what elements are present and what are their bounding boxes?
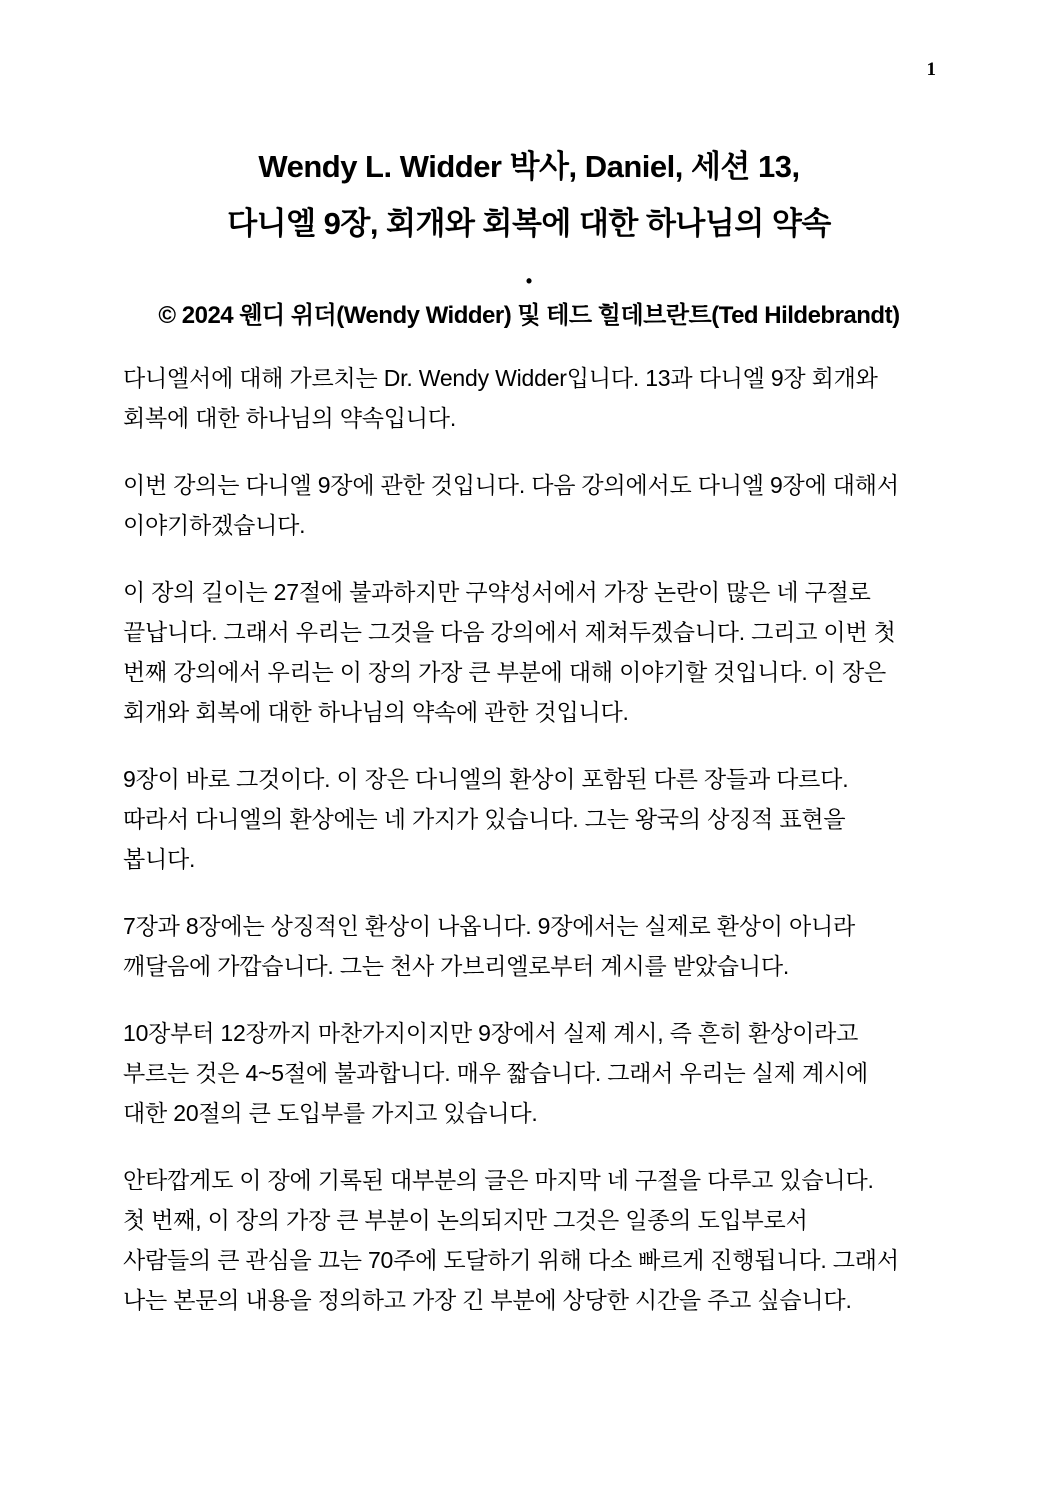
copyright-line: © 2024 웬디 위더(Wendy Widder) 및 테드 힐데브란트(Ted Hildebrandt) [158,302,900,329]
paragraph-line: 봅니다. [123,846,196,872]
paragraph-line: 번째 강의에서 우리는 이 장의 가장 큰 부분에 대해 이야기할 것입니다. 이 장은 [123,659,887,685]
paragraph-line: 첫 번째, 이 장의 가장 큰 부분이 논의되지만 그것은 일종의 도입부로서 [123,1207,808,1233]
paragraph [123,572,948,732]
paragraph-line: 9장이 바로 그것이다. 이 장은 다니엘의 환상이 포함된 다른 장들과 다르다. [123,766,849,792]
paragraph-line: 대한 20절의 큰 도입부를 가지고 있습니다. [123,1100,538,1126]
paragraph-line: 10장부터 12장까지 마찬가지이지만 9장에서 실제 계시, 즉 흔히 환상이라고 [123,1020,859,1046]
paragraph [123,1160,948,1320]
paragraph [123,358,948,438]
paragraph [123,906,948,986]
paragraph-line: 끝납니다. 그래서 우리는 그것을 다음 강의에서 제쳐두겠습니다. 그리고 이번 첫 [123,619,896,645]
paragraph-line: 회개와 회복에 대한 하나님의 약속에 관한 것입니다. [123,699,629,725]
document-title [0,138,1058,252]
paragraph-line: 이 장의 길이는 27절에 불과하지만 구약성서에서 가장 논란이 많은 네 구절로 [123,579,871,605]
paragraph-line: 회복에 대한 하나님의 약속입니다. [123,405,457,431]
paragraph-line: 사람들의 큰 관심을 끄는 70주에 도달하기 위해 다소 빠르게 진행됩니다. 그래서 [123,1247,899,1273]
paragraph-line: 이번 강의는 다니엘 9장에 관한 것입니다. 다음 강의에서도 다니엘 9장에 대해서 [123,472,899,498]
paragraph [123,759,948,879]
document-title-line-1: Wendy L. Widder 박사, Daniel, 세션 13, [258,149,800,184]
paragraph-line: 안타깝게도 이 장에 기록된 대부분의 글은 마지막 네 구절을 다루고 있습니다. [123,1167,874,1193]
paragraph [123,1013,948,1133]
paragraph-line: 부르는 것은 4~5절에 불과합니다. 매우 짧습니다. 그래서 우리는 실제 계시에 [123,1060,869,1086]
paragraph-line: 다니엘서에 대해 가르치는 Dr. Wendy Widder입니다. 13과 다니엘 9장 회개와 [123,365,878,391]
paragraph [123,465,948,545]
paragraph-line: 7장과 8장에는 상징적인 환상이 나옵니다. 9장에서는 실제로 환상이 아니라 [123,913,856,939]
document-title-line-2: 다니엘 9장, 회개와 회복에 대한 하나님의 약속 [227,206,831,241]
paragraph-line: 나는 본문의 내용을 정의하고 가장 긴 부분에 상당한 시간을 주고 싶습니다. [123,1287,852,1313]
paragraph-line: 따라서 다니엘의 환상에는 네 가지가 있습니다. 그는 왕국의 상징적 표현을 [123,806,846,832]
paragraph-line: 깨달음에 가깝습니다. 그는 천사 가브리엘로부터 계시를 받았습니다. [123,953,790,979]
transcript-body [123,358,948,1347]
separator-dot: • [525,271,533,291]
paragraph-line: 이야기하겠습니다. [123,512,306,538]
page-number: 1 [926,59,936,80]
